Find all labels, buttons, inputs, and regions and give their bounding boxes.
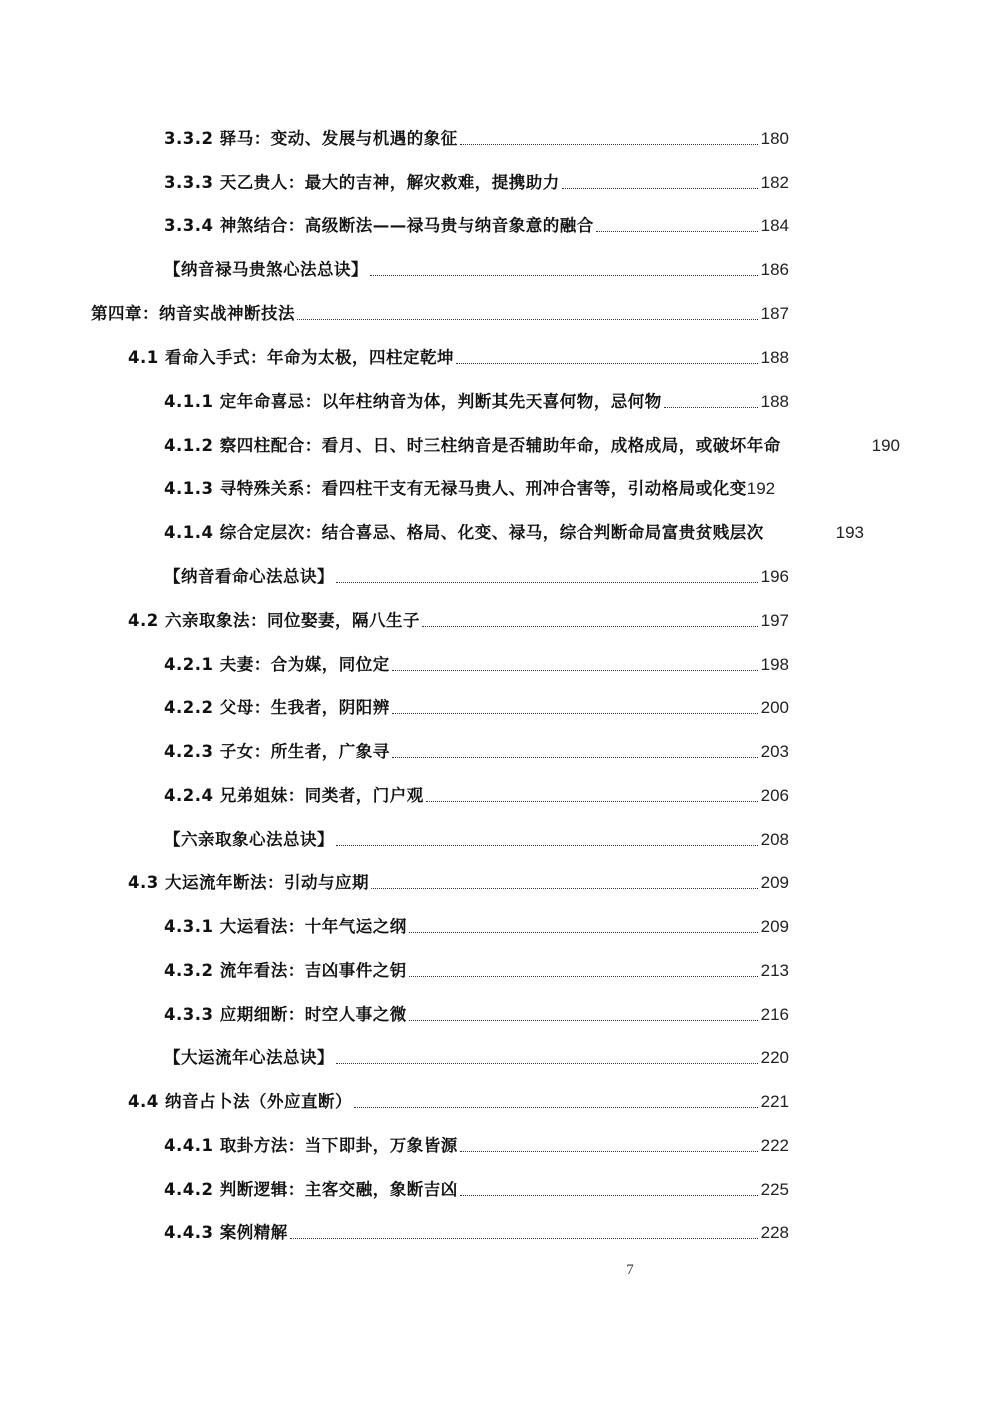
toc-entry[interactable] — [164, 954, 789, 982]
toc-entry[interactable] — [128, 341, 789, 369]
toc-entry-page: 222 — [760, 1136, 789, 1155]
dot-leader — [336, 582, 758, 583]
toc-entry-label: 【大运流年心法总诀】 — [164, 1048, 334, 1067]
toc-entry-page: 198 — [760, 655, 789, 674]
dot-leader — [460, 144, 758, 145]
toc-entry-label: 【纳音看命心法总诀】 — [164, 567, 334, 586]
toc-entry[interactable] — [164, 472, 844, 500]
toc-entry-page: 225 — [760, 1180, 789, 1199]
dot-leader — [596, 231, 758, 232]
toc-entry-page: 208 — [760, 830, 789, 849]
dot-leader — [426, 801, 758, 802]
toc-entry-page: 197 — [760, 611, 789, 630]
toc-entry-page: 213 — [760, 961, 789, 980]
toc-entry[interactable] — [164, 1173, 789, 1201]
toc-entry-label: 4.1.2 察四柱配合：看月、日、时三柱纳音是否辅助年命，成格成局，或破坏年命 — [164, 436, 781, 455]
toc-entry-label: 4.1.1 定年命喜忌：以年柱纳音为体，判断其先天喜何物，忌何物 — [164, 392, 662, 411]
dot-leader — [460, 1151, 758, 1152]
dot-leader — [392, 757, 758, 758]
toc-entry[interactable] — [164, 1216, 789, 1244]
toc-entry-page: 190 — [871, 436, 900, 455]
toc-entry-page: 221 — [760, 1092, 789, 1111]
toc-entry-label: 4.4.3 案例精解 — [164, 1223, 288, 1242]
toc-entry-label: 4.1 看命入手式：年命为太极，四柱定乾坤 — [128, 348, 454, 367]
toc-entry[interactable] — [164, 735, 789, 763]
toc-entry-label: 3.3.4 神煞结合：高级断法——禄马贵与纳音象意的融合 — [164, 216, 594, 235]
toc-entry[interactable] — [128, 604, 789, 632]
toc-entry[interactable] — [164, 253, 789, 281]
toc-entry-page: 188 — [760, 392, 789, 411]
toc-entry-label: 4.1.4 综合定层次：结合喜忌、格局、化变、禄马，综合判断命局富贵贫贱层次 — [164, 523, 764, 542]
dot-leader — [336, 1063, 758, 1064]
toc-entry-label: 4.2 六亲取象法：同位娶妻，隔八生子 — [128, 611, 420, 630]
toc-entry[interactable] — [164, 691, 789, 719]
toc-entry[interactable] — [164, 998, 789, 1026]
toc-entry-label: 4.2.3 子女：所生者，广象寻 — [164, 742, 390, 761]
toc-entry-page: 188 — [760, 348, 789, 367]
toc-entry[interactable] — [164, 122, 789, 150]
toc-entry-page: 206 — [760, 786, 789, 805]
toc-entry-label: 3.3.2 驿马：变动、发展与机遇的象征 — [164, 129, 458, 148]
dot-leader — [409, 976, 758, 977]
toc-entry[interactable] — [164, 516, 864, 544]
toc-entry[interactable] — [164, 779, 789, 807]
toc-entry-page: 216 — [760, 1005, 789, 1024]
toc-entry-label: 4.3.2 流年看法：吉凶事件之钥 — [164, 961, 407, 980]
toc-entry[interactable] — [164, 209, 789, 237]
toc-entry-page: 209 — [760, 873, 789, 892]
toc-entry-page: 193 — [835, 523, 864, 542]
page-number: 7 — [626, 1262, 634, 1278]
dot-leader — [409, 932, 758, 933]
toc-entry[interactable] — [164, 429, 900, 457]
toc-entry-label: 3.3.3 天乙贵人：最大的吉神，解灾救难，提携助力 — [164, 173, 560, 192]
toc-entry-label: 第四章：纳音实战神断技法 — [91, 304, 295, 323]
dot-leader — [664, 407, 758, 408]
toc-entry-page: 200 — [760, 698, 789, 717]
toc-entry-label: 4.2.2 父母：生我者，阴阳辨 — [164, 698, 390, 717]
dot-leader — [409, 1020, 758, 1021]
dot-leader — [562, 188, 758, 189]
toc-entry-page: 196 — [760, 567, 789, 586]
dot-leader — [371, 888, 758, 889]
toc-entry[interactable] — [164, 560, 789, 588]
toc-entry-page: 184 — [760, 216, 789, 235]
toc-entry-label: 4.1.3 寻特殊关系：看四柱干支有无禄马贵人、刑冲合害等，引动格局或化变 — [164, 479, 747, 498]
dot-leader — [336, 845, 758, 846]
toc-entry-label: 4.2.1 夫妻：合为媒，同位定 — [164, 655, 390, 674]
toc-entry-label: 【六亲取象心法总诀】 — [164, 830, 334, 849]
toc-entry-label: 4.4.1 取卦方法：当下即卦，万象皆源 — [164, 1136, 458, 1155]
dot-leader — [422, 626, 758, 627]
toc-entry[interactable] — [128, 866, 789, 894]
toc-entry-label: 4.4 纳音占卜法（外应直断） — [128, 1092, 352, 1111]
dot-leader — [392, 670, 758, 671]
toc-entry-page: 187 — [760, 304, 789, 323]
toc-entry[interactable] — [128, 1085, 789, 1113]
toc-entry[interactable] — [164, 1129, 789, 1157]
toc-entry[interactable] — [164, 910, 789, 938]
toc-entry-label: 4.4.2 判断逻辑：主客交融，象断吉凶 — [164, 1180, 458, 1199]
dot-leader — [290, 1238, 758, 1239]
toc-entry[interactable] — [164, 1041, 789, 1069]
dot-leader — [354, 1107, 758, 1108]
toc-entry-page: 180 — [760, 129, 789, 148]
toc-entry-page: 228 — [760, 1223, 789, 1242]
dot-leader — [297, 319, 758, 320]
toc-entry-label: 4.3.1 大运看法：十年气运之纲 — [164, 917, 407, 936]
toc-entry-page: 182 — [760, 173, 789, 192]
toc-entry-label: 4.3.3 应期细断：时空人事之微 — [164, 1005, 407, 1024]
toc-entry-page: 220 — [760, 1048, 789, 1067]
toc-entry-chapter[interactable] — [91, 297, 789, 325]
toc-entry-page: 192 — [746, 479, 776, 498]
toc-entry[interactable] — [164, 385, 789, 413]
toc-entry-label: 【纳音禄马贵煞心法总诀】 — [164, 260, 368, 279]
toc-entry[interactable] — [164, 823, 789, 851]
toc-entry-label: 4.2.4 兄弟姐妹：同类者，门户观 — [164, 786, 424, 805]
dot-leader — [370, 275, 758, 276]
toc-entry-page: 186 — [760, 260, 789, 279]
dot-leader — [460, 1195, 758, 1196]
toc-entry-page: 203 — [760, 742, 789, 761]
toc-entry-label: 4.3 大运流年断法：引动与应期 — [128, 873, 369, 892]
dot-leader — [456, 363, 758, 364]
toc-entry-page: 209 — [760, 917, 789, 936]
toc-entry[interactable] — [164, 648, 789, 676]
toc-entry[interactable] — [164, 166, 789, 194]
dot-leader — [392, 713, 758, 714]
